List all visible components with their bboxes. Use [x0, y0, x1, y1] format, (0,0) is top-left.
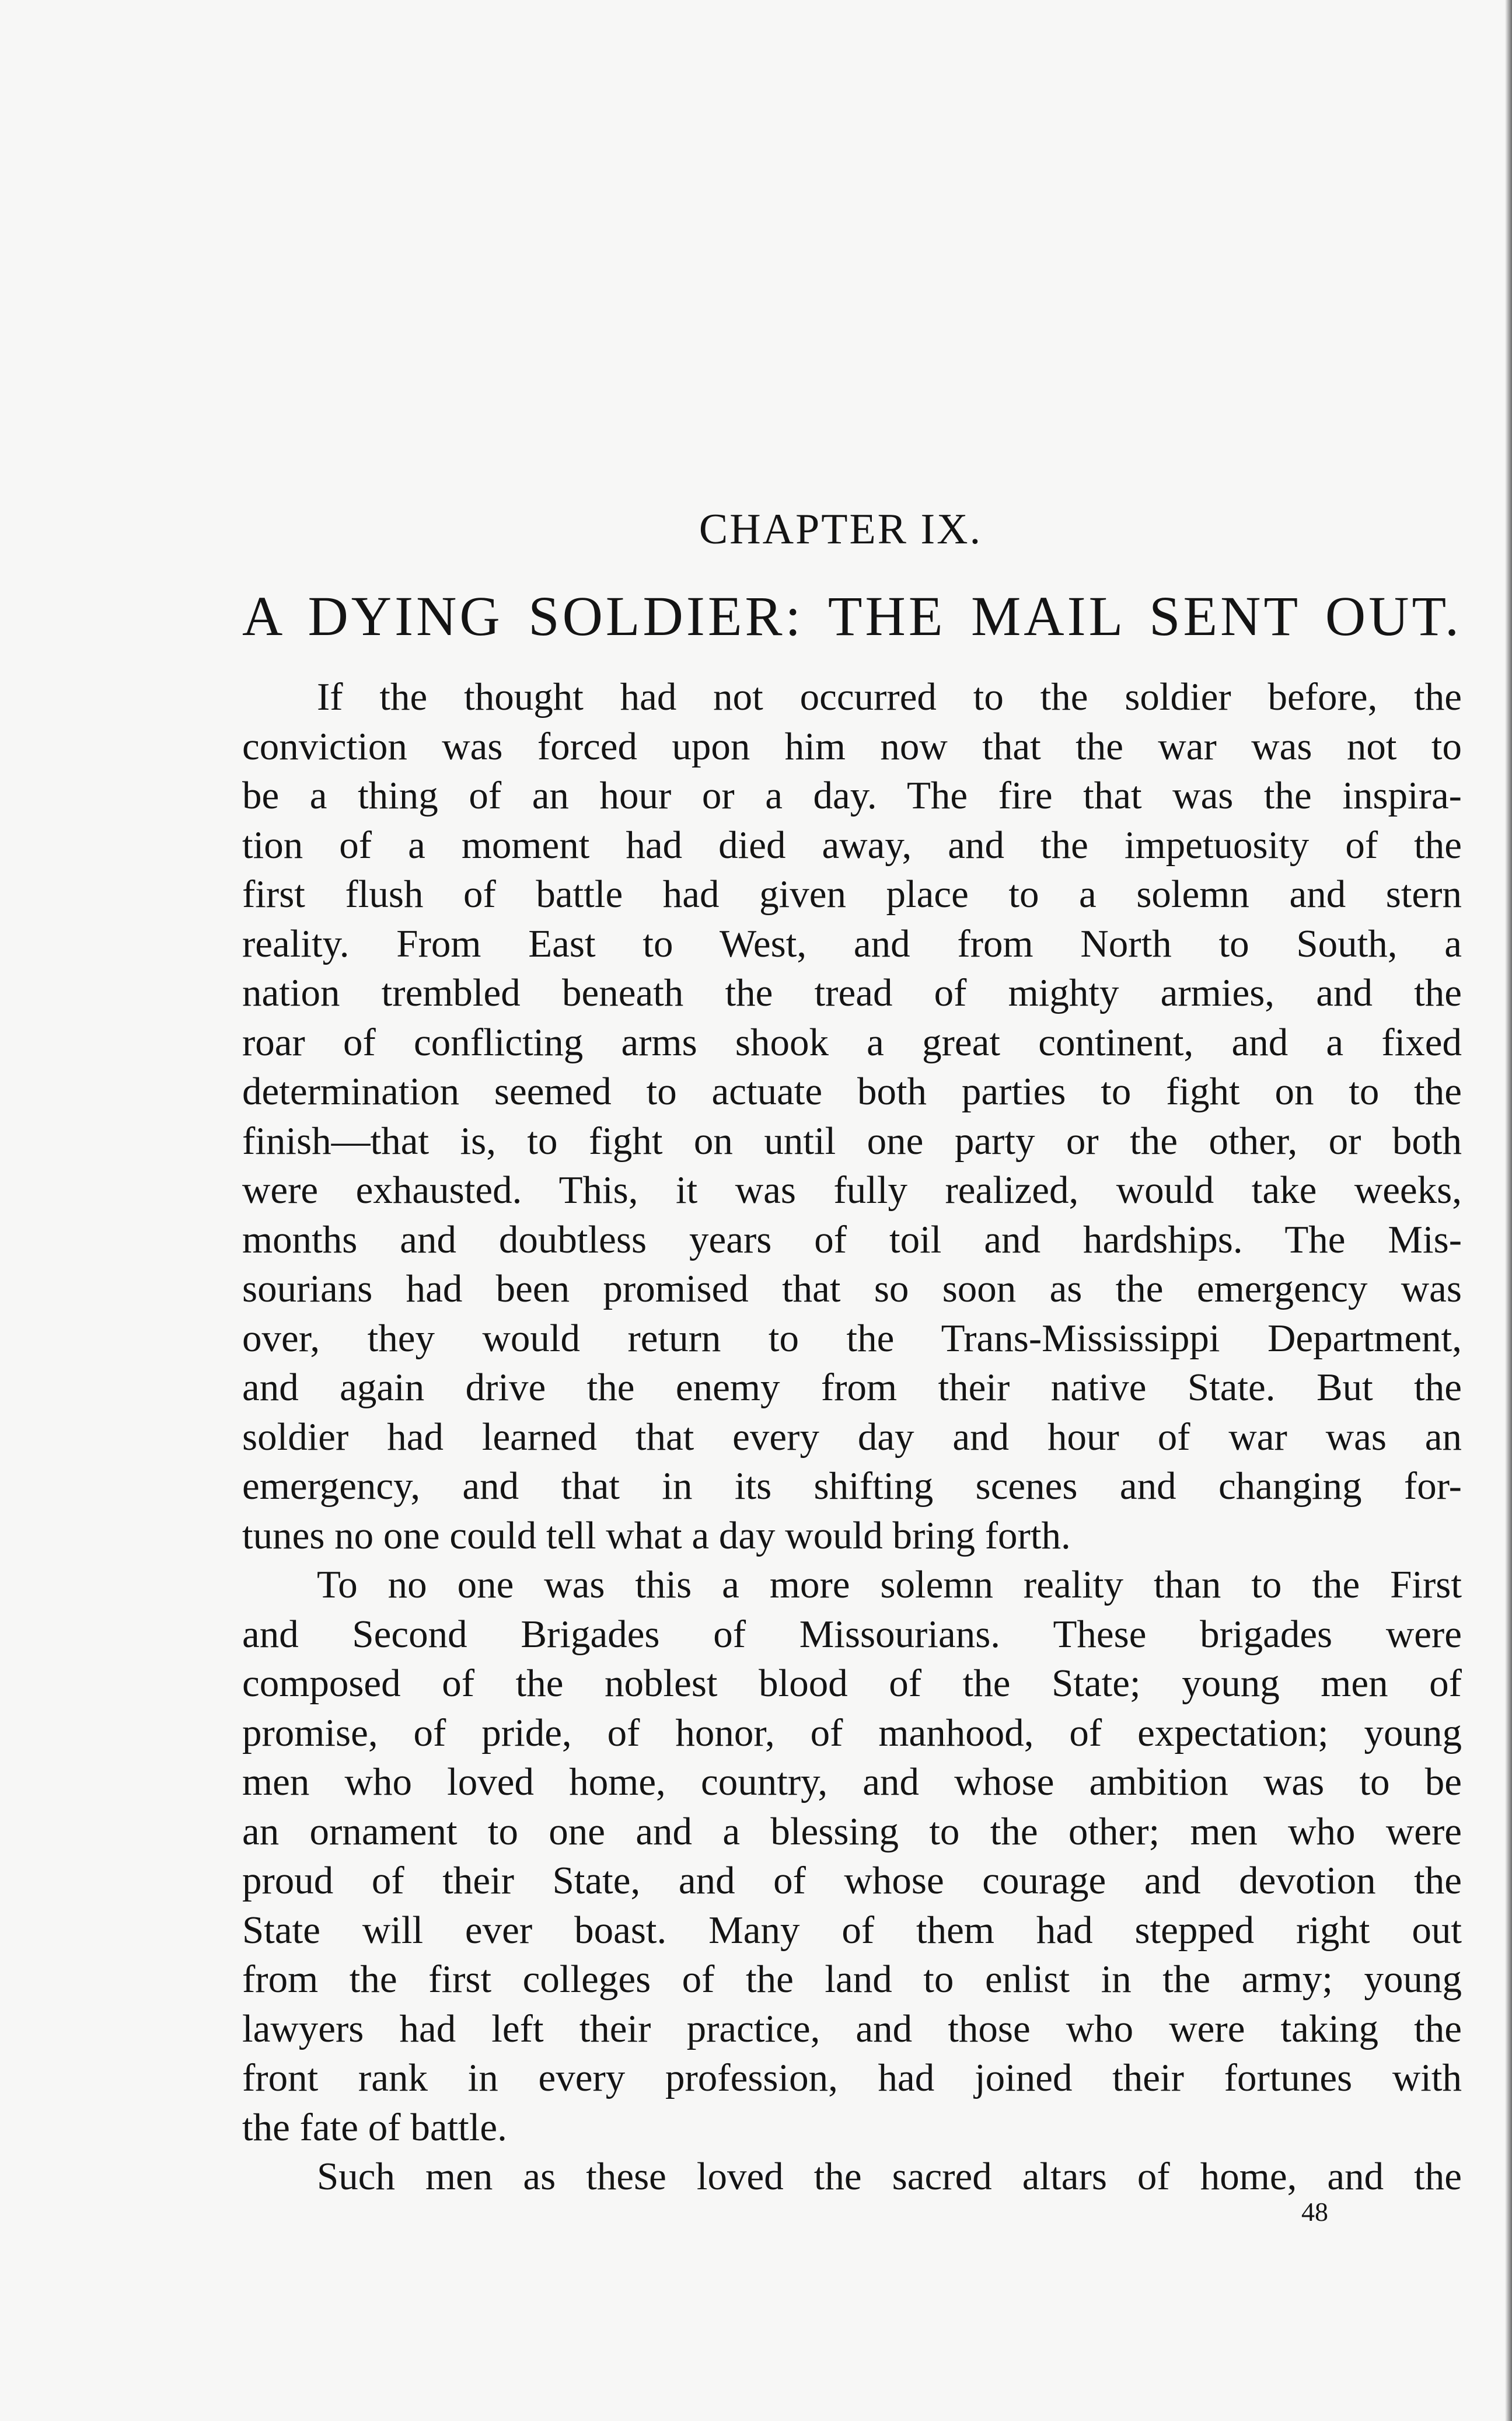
text-line: tion of a moment had died away, and the impetuosity of the — [242, 823, 1462, 867]
text-line: promise, of pride, of honor, of manhood, of expectation; young — [242, 1711, 1462, 1754]
text-line: the fate of battle. — [242, 2105, 507, 2149]
text-line: men who loved home, country, and whose ambition was to be — [242, 1760, 1462, 1803]
text-line: first flush of battle had given place to a solemn and stern — [242, 873, 1462, 916]
paragraph-3 — [242, 2152, 1462, 2202]
text-line: tunes no one could tell what a day would bring forth. — [242, 1513, 1071, 1557]
text-line: over, they would return to the Trans-Mississippi Department, — [242, 1316, 1462, 1360]
text-line: emergency, and that in its shifting scenes and changing for- — [242, 1464, 1462, 1508]
text-line: conviction was forced upon him now that the war was not to — [242, 724, 1462, 768]
text-line: proud of their State, and of whose courage and devotion the — [242, 1859, 1462, 1902]
text-line: be a thing of an hour or a day. The fire that was the inspira- — [242, 774, 1462, 817]
text-line: from the first colleges of the land to enlist in the army; young — [242, 1958, 1462, 2001]
body-text — [242, 672, 1462, 2202]
paragraph-1 — [242, 672, 1462, 1560]
text-line: roar of conflicting arms shook a great continent, and a fixed — [242, 1020, 1462, 1064]
text-line: were exhausted. This, it was fully realized, would take weeks, — [242, 1168, 1462, 1212]
text-line: finish—that is, to fight on until one party or the other, or both — [242, 1119, 1462, 1163]
text-line: State will ever boast. Many of them had stepped right out — [242, 1908, 1462, 1952]
text-line: months and doubtless years of toil and hardships. The Mis- — [242, 1218, 1462, 1261]
text-line: sourians had been promised that so soon as the emergency was — [242, 1267, 1462, 1310]
text-line: determination seemed to actuate both parties to fight on to the — [242, 1070, 1462, 1113]
text-line: front rank in every profession, had joined their fortunes with — [242, 2056, 1462, 2099]
text-line: nation trembled beneath the tread of mighty armies, and the — [242, 971, 1462, 1014]
chapter-title: A DYING SOLDIER: THE MAIL SENT OUT. — [242, 585, 1462, 647]
text-line: To no one was this a more solemn reality than to the First — [317, 1563, 1462, 1606]
text-line: If the thought had not occurred to the soldier before, the — [317, 675, 1462, 718]
page-edge-shadow — [1505, 0, 1512, 2421]
text-line: soldier had learned that every day and hour of war was an — [242, 1415, 1462, 1459]
page-number: 48 — [1301, 2197, 1328, 2227]
text-line: and again drive the enemy from their native State. But the — [242, 1366, 1462, 1409]
chapter-number: CHAPTER IX. — [699, 505, 983, 553]
text-line: reality. From East to West, and from North to South, a — [242, 922, 1462, 965]
paragraph-2 — [242, 1560, 1462, 2152]
text-line: Such men as these loved the sacred altars of home, and the — [317, 2155, 1462, 2198]
text-line: composed of the noblest blood of the State; young men of — [242, 1662, 1462, 1705]
text-line: and Second Brigades of Missourians. These brigades were — [242, 1612, 1462, 1656]
text-line: lawyers had left their practice, and those who were taking the — [242, 2007, 1462, 2050]
text-line: an ornament to one and a blessing to the other; men who were — [242, 1809, 1462, 1853]
